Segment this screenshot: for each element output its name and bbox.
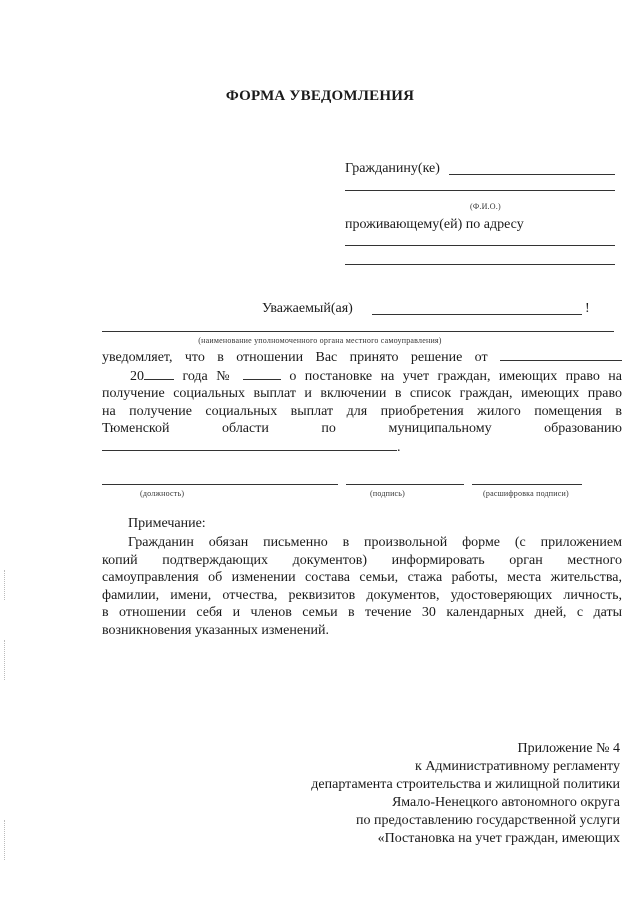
- note-heading: Примечание:: [128, 516, 206, 531]
- appendix-line: Приложение № 4: [517, 741, 620, 756]
- position-line: [102, 484, 338, 485]
- signature-line: [346, 484, 464, 485]
- authority-caption: (наименование уполномоченного органа местного самоуправления): [198, 336, 442, 345]
- note-text: [102, 534, 622, 640]
- body-line-4: на получение социальных выплат для приобретения жилого помещения в: [102, 403, 622, 419]
- appendix-line: к Административному регламенту: [415, 759, 620, 774]
- body-line-2: 20 года № о постановке на учет граждан, имеющих право на: [130, 368, 623, 384]
- decision-number-line: [243, 367, 281, 380]
- scan-mark: [4, 820, 7, 860]
- decision-date-line: [500, 348, 622, 361]
- citizen-name-line: [449, 174, 615, 175]
- appendix-block: [200, 740, 620, 848]
- note-line: копий подтверждающих документов) информировать орган местного: [102, 552, 622, 568]
- decoding-line: [472, 484, 582, 485]
- municipality-line: [102, 438, 397, 451]
- fio-caption: (Ф.И.О.): [470, 202, 501, 211]
- address-line-1: [345, 245, 615, 246]
- year-line: [144, 367, 174, 380]
- citizen-name-line-2: [345, 190, 615, 191]
- salutation-end: !: [585, 301, 590, 316]
- appendix-line: «Постановка на учет граждан, имеющих: [377, 831, 620, 846]
- body-text: [102, 348, 622, 457]
- appendix-line: департамента строительства и жилищной политики: [311, 777, 620, 792]
- appendix-line: Ямало-Ненецкого автономного округа: [391, 795, 620, 810]
- address-line-2: [345, 264, 615, 265]
- signature-caption: (подпись): [370, 489, 406, 498]
- note-line: возникновения указанных изменений.: [102, 622, 330, 638]
- scan-mark: [4, 640, 7, 680]
- address-label: проживающему(ей) по адресу: [345, 217, 524, 232]
- scan-mark: [4, 570, 7, 600]
- form-title: ФОРМА УВЕДОМЛЕНИЯ: [225, 88, 415, 104]
- note-line: Гражданин обязан письменно в произвольной форме (с приложением: [128, 535, 622, 550]
- salutation-name-line: [372, 314, 582, 315]
- salutation-label: Уважаемый(ая): [262, 301, 353, 316]
- citizen-label: Гражданину(ке): [345, 161, 440, 176]
- note-line: фамилии, имени, отчества, реквизитов документов, удостоверяющих личность,: [102, 587, 622, 603]
- appendix-line: по предоставлению государственной услуги: [356, 813, 620, 828]
- body-line-5: Тюменской области по муниципальному образованию: [102, 421, 622, 437]
- body-line-3: получение социальных выплат и включении в список граждан, имеющих право: [102, 386, 622, 402]
- body-line-1: уведомляет, что в отношении Вас принято решение от: [102, 348, 622, 367]
- note-line: в отношении себя и членов семьи в течение 30 календарных дней, с даты: [102, 605, 622, 621]
- decoding-caption: (расшифровка подписи): [483, 489, 569, 498]
- note-line: самоуправления об изменении состава семьи, стажа работы, места жительства,: [102, 570, 622, 586]
- body-line-6: .: [102, 438, 622, 457]
- position-caption: (должность): [140, 489, 185, 498]
- authority-line: [102, 331, 614, 332]
